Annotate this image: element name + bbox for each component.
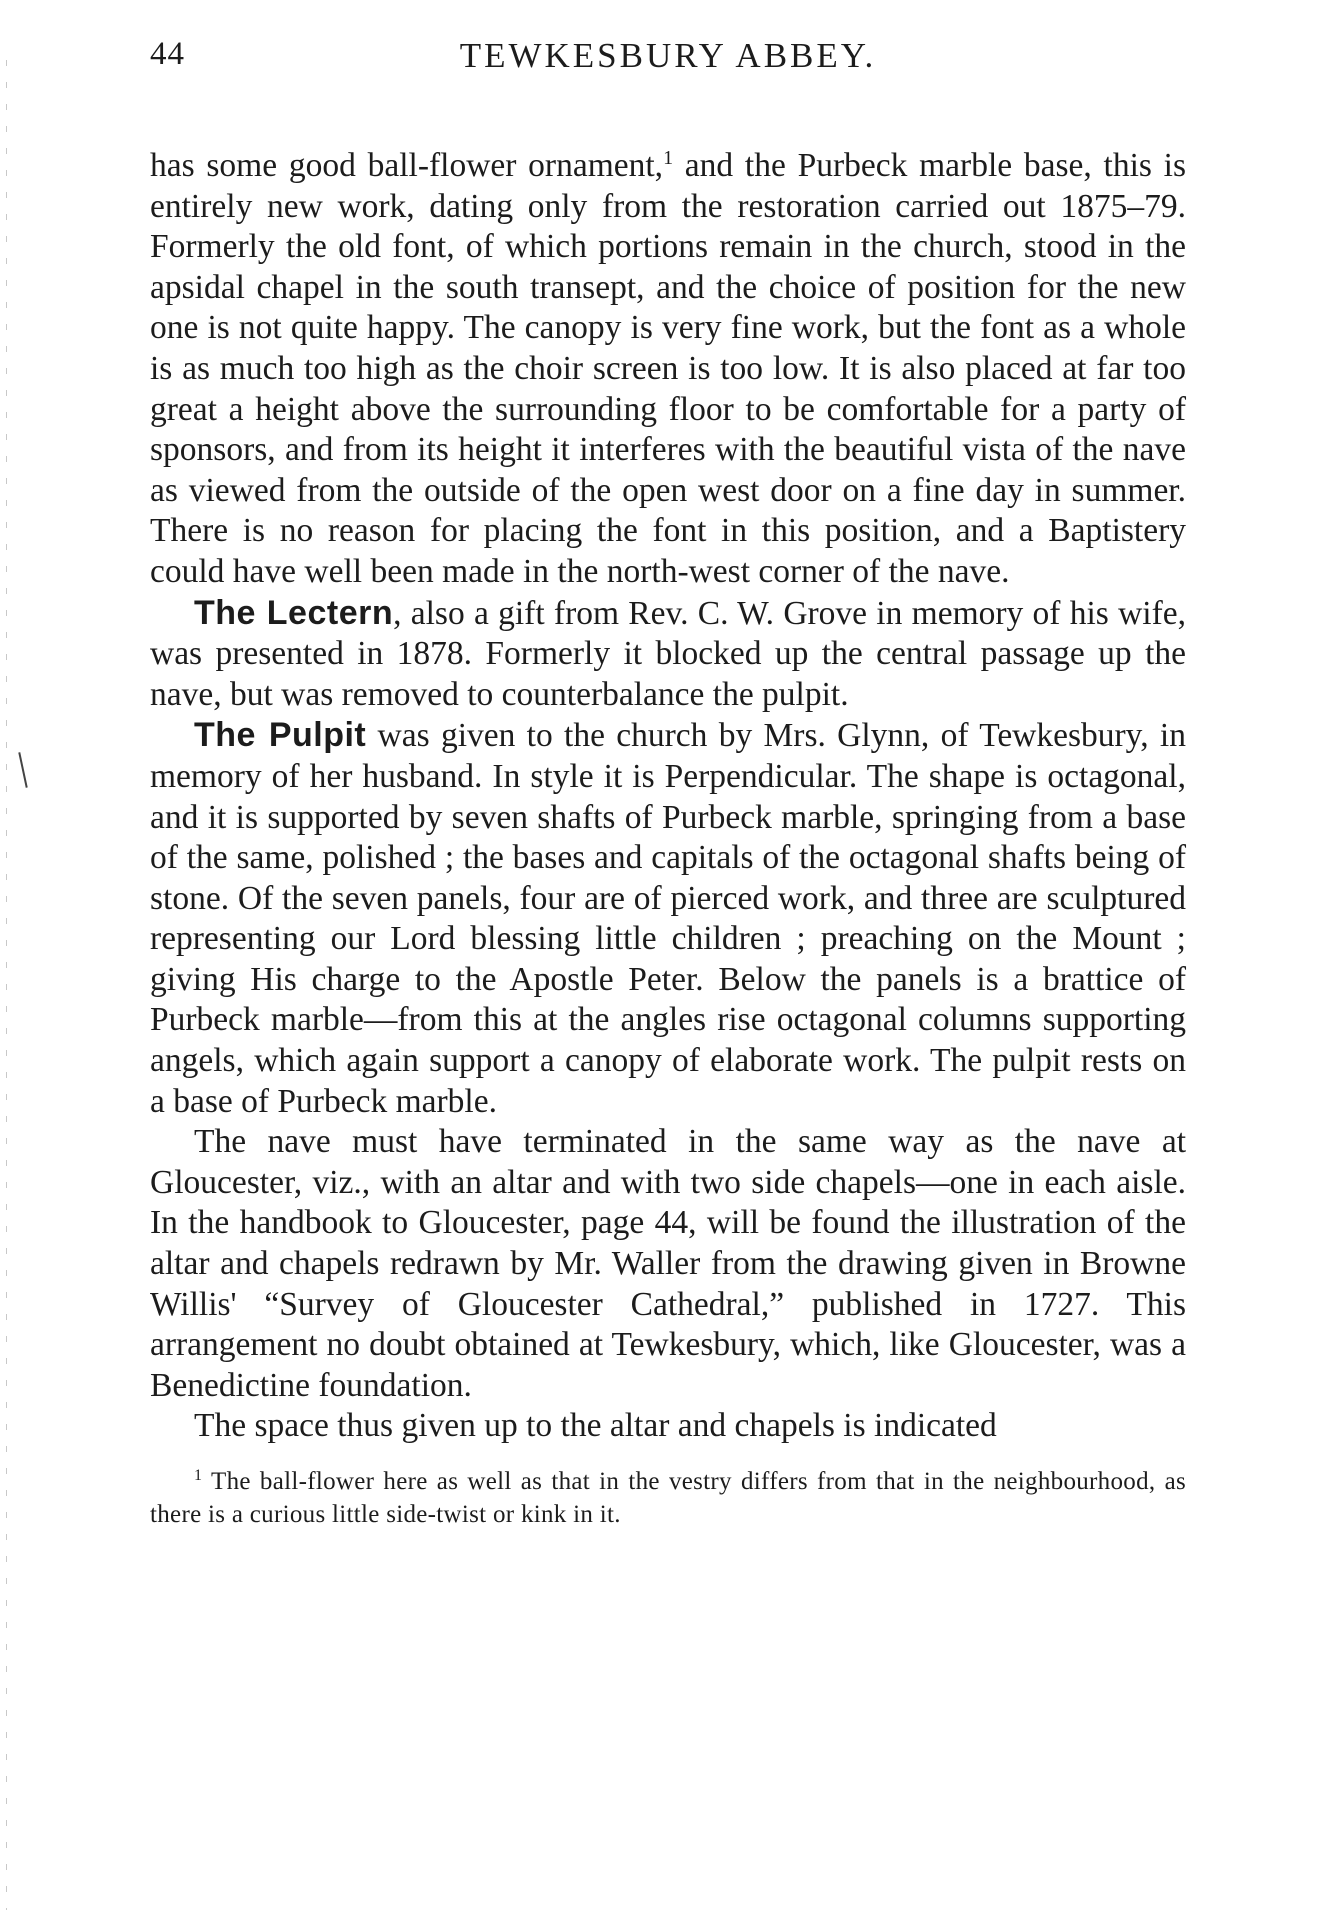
- footnote-text: The ball-flower here as well as that in the vestry differs from that in the neighbourhood, as there is a curious little side-twist or kink in it.: [150, 1468, 1186, 1528]
- paragraph-pulpit: [150, 715, 1186, 1122]
- paragraph-text: The space thus given up to the altar and chapels is indicated: [194, 1407, 997, 1445]
- paragraph-font: [150, 146, 1186, 593]
- footnote-mark: 1: [194, 1467, 203, 1484]
- paragraph-text: and the Purbeck marble base, this is entirely new work, dating only from the restoration carried out 1875–79. Formerly the old font, of which portions remain in the church, stood in the apsidal chapel in the south transept, and the choice of position for the new one is not quite happy. The canopy is very fine work, but the font as a whole is as much too high as the choir screen is too low. It is also placed at far too great a height above the surrounding floor to be comfortable for a party of sponsors, and from its height it interferes with the beautiful vista of the nave as viewed from the outside of the open west door on a fine day in summer. There is no reason for placing the font in this position, and a Baptistery could have well been made in the north-west corner of the nave.: [150, 147, 1186, 590]
- body-text: [150, 146, 1186, 1531]
- section-heading-pulpit: The Pulpit: [194, 716, 367, 755]
- paragraph-text: has some good ball-flower ornament,: [150, 147, 664, 184]
- page-number: 44: [150, 36, 185, 72]
- paragraph-text: , also a gift from Rev. C. W. Grove in memory of his wife, was presented in 1878. Formerly it blocked up the central passage up the nave, but was removed to counterbalance the pulpit.: [150, 594, 1186, 713]
- footnote-reference: 1: [663, 147, 674, 169]
- book-page: [150, 30, 1186, 1556]
- paragraph-text: was given to the church by Mrs. Glynn, of Tewkesbury, in memory of her husband. In style it is Perpendicular. The shape is octagonal, and it is supported by seven shafts of Purbeck marble, springing from a base of the same, polished ; the bases and capitals of the octagonal shafts being of stone. Of the seven panels, four are of pierced work, and three are sculptured representing our Lord blessing little children ; preaching on the Mount ; giving His charge to the Apostle Peter. Below the panels is a brattice of Purbeck marble—from this at the angles rise octagonal columns supporting angels, which again support a canopy of elaborate work. The pulpit rests on a base of Purbeck marble.: [150, 717, 1186, 1120]
- footnote: [150, 1465, 1186, 1531]
- section-heading-lectern: The Lectern: [194, 593, 394, 632]
- page-edge-shadow: [6, 60, 7, 1910]
- page-header: [150, 30, 1186, 90]
- running-title: TEWKESBURY ABBEY.: [459, 36, 877, 75]
- margin-pencil-mark: [18, 752, 27, 788]
- paragraph-lectern: [150, 593, 1186, 716]
- paragraph-space: [150, 1406, 1186, 1447]
- paragraph-nave: [150, 1122, 1186, 1406]
- paragraph-text: The nave must have terminated in the same way as the nave at Gloucester, viz., with an altar and with two side chapels—one in each aisle. In the handbook to Gloucester, page 44, will be found the illustration of the altar and chapels redrawn by Mr. Waller from the drawing given in Browne Willis' “Survey of Gloucester Cathedral,” published in 1727. This arrangement no doubt obtained at Tewkesbury, which, like Gloucester, was a Benedictine foundation.: [150, 1123, 1186, 1404]
